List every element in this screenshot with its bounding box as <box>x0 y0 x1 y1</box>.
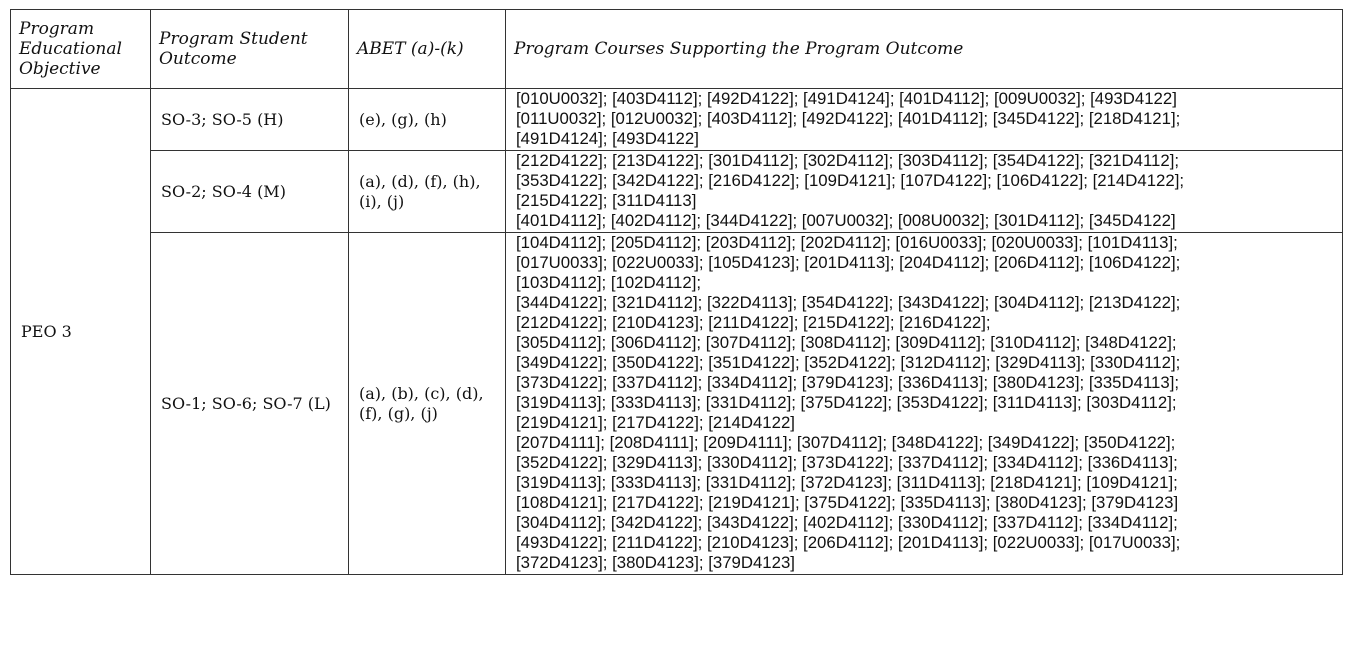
course-line: [215D4122]; [311D4113] <box>516 191 697 210</box>
course-line: [349D4122]; [350D4122]; [351D4122]; [352D4122]; [312D4112]; [329D4113]; [330D4112]; <box>516 353 1181 372</box>
course-line: [352D4122]; [329D4113]; [330D4112]; [373D4122]; [337D4112]; [334D4112]; [336D4113]; <box>516 453 1178 472</box>
abet-cell: (e), (g), (h) <box>349 89 506 151</box>
abet-cell: (a), (d), (f), (h), (i), (j) <box>349 151 506 233</box>
outcome-cell: SO-1; SO-6; SO-7 (L) <box>151 233 349 575</box>
course-line: [373D4122]; [337D4112]; [334D4112]; [379D4123]; [336D4113]; [380D4123]; [335D4113]; <box>516 373 1180 392</box>
header-pso: Program Student Outcome <box>151 10 349 89</box>
header-peo: Program Educational Objective <box>11 10 151 89</box>
course-line: [108D4121]; [217D4122]; [219D4121]; [375D4122]; [335D4113]; [380D4123]; [379D4123] <box>516 493 1179 512</box>
course-line: [305D4112]; [306D4112]; [307D4112]; [308D4112]; [309D4112]; [310D4112]; [348D4122]; <box>516 333 1177 352</box>
course-line: [493D4122]; [211D4122]; [210D4123]; [206D4112]; [201D4113]; [022U0033]; [017U0033]; <box>516 533 1181 552</box>
course-line: [207D4111]; [208D4111]; [209D4111]; [307D4112]; [348D4122]; [349D4122]; [350D4122]; <box>516 433 1176 452</box>
table-row <box>11 151 1343 233</box>
course-line: [212D4122]; [213D4122]; [301D4112]; [302D4112]; [303D4112]; [354D4122]; [321D4112]; <box>516 151 1180 170</box>
outcomes-table <box>10 9 1343 575</box>
courses-cell <box>506 89 1343 151</box>
course-line: [491D4124]; [493D4122] <box>516 129 699 148</box>
course-line: [344D4122]; [321D4112]; [322D4113]; [354D4122]; [343D4122]; [304D4112]; [213D4122]; <box>516 293 1181 312</box>
course-line: [104D4112]; [205D4112]; [203D4112]; [202D4112]; [016U0033]; [020U0033]; [101D4113]; <box>516 233 1178 252</box>
course-line: [372D4123]; [380D4123]; [379D4123] <box>516 553 795 572</box>
course-line: [011U0032]; [012U0032]; [403D4112]; [492D4122]; [401D4112]; [345D4122]; [218D4121]; <box>516 109 1181 128</box>
abet-cell: (a), (b), (c), (d), (f), (g), (j) <box>349 233 506 575</box>
course-line: [103D4112]; [102D4112]; <box>516 273 702 292</box>
course-line: [319D4113]; [333D4113]; [331D4112]; [375D4122]; [353D4122]; [311D4113]; [303D4112]; <box>516 393 1177 412</box>
courses-cell <box>506 151 1343 233</box>
course-line: [212D4122]; [210D4123]; [211D4122]; [215D4122]; [216D4122]; <box>516 313 991 332</box>
outcome-cell: SO-3; SO-5 (H) <box>151 89 349 151</box>
course-line: [401D4112]; [402D4112]; [344D4122]; [007U0032]; [008U0032]; [301D4112]; [345D4122] <box>516 211 1176 230</box>
courses-cell <box>506 233 1343 575</box>
table-row <box>11 233 1343 575</box>
table-row <box>11 89 1343 151</box>
peo-cell: PEO 3 <box>11 89 151 575</box>
course-line: [319D4113]; [333D4113]; [331D4112]; [372D4123]; [311D4113]; [218D4121]; [109D4121]; <box>516 473 1178 492</box>
outcome-cell: SO-2; SO-4 (M) <box>151 151 349 233</box>
course-line: [304D4112]; [342D4122]; [343D4122]; [402D4112]; [330D4112]; [337D4112]; [334D4112]; <box>516 513 1178 532</box>
course-line: [017U0033]; [022U0033]; [105D4123]; [201D4113]; [204D4112]; [206D4112]; [106D4122]; <box>516 253 1181 272</box>
course-line: [010U0032]; [403D4112]; [492D4122]; [491D4124]; [401D4112]; [009U0032]; [493D4122] <box>516 89 1177 108</box>
header-row <box>11 10 1343 89</box>
header-courses: Program Courses Supporting the Program Outcome <box>506 10 1343 89</box>
course-line: [353D4122]; [342D4122]; [216D4122]; [109D4121]; [107D4122]; [106D4122]; [214D4122]; <box>516 171 1185 190</box>
header-abet: ABET (a)-(k) <box>349 10 506 89</box>
course-line: [219D4121]; [217D4122]; [214D4122] <box>516 413 795 432</box>
